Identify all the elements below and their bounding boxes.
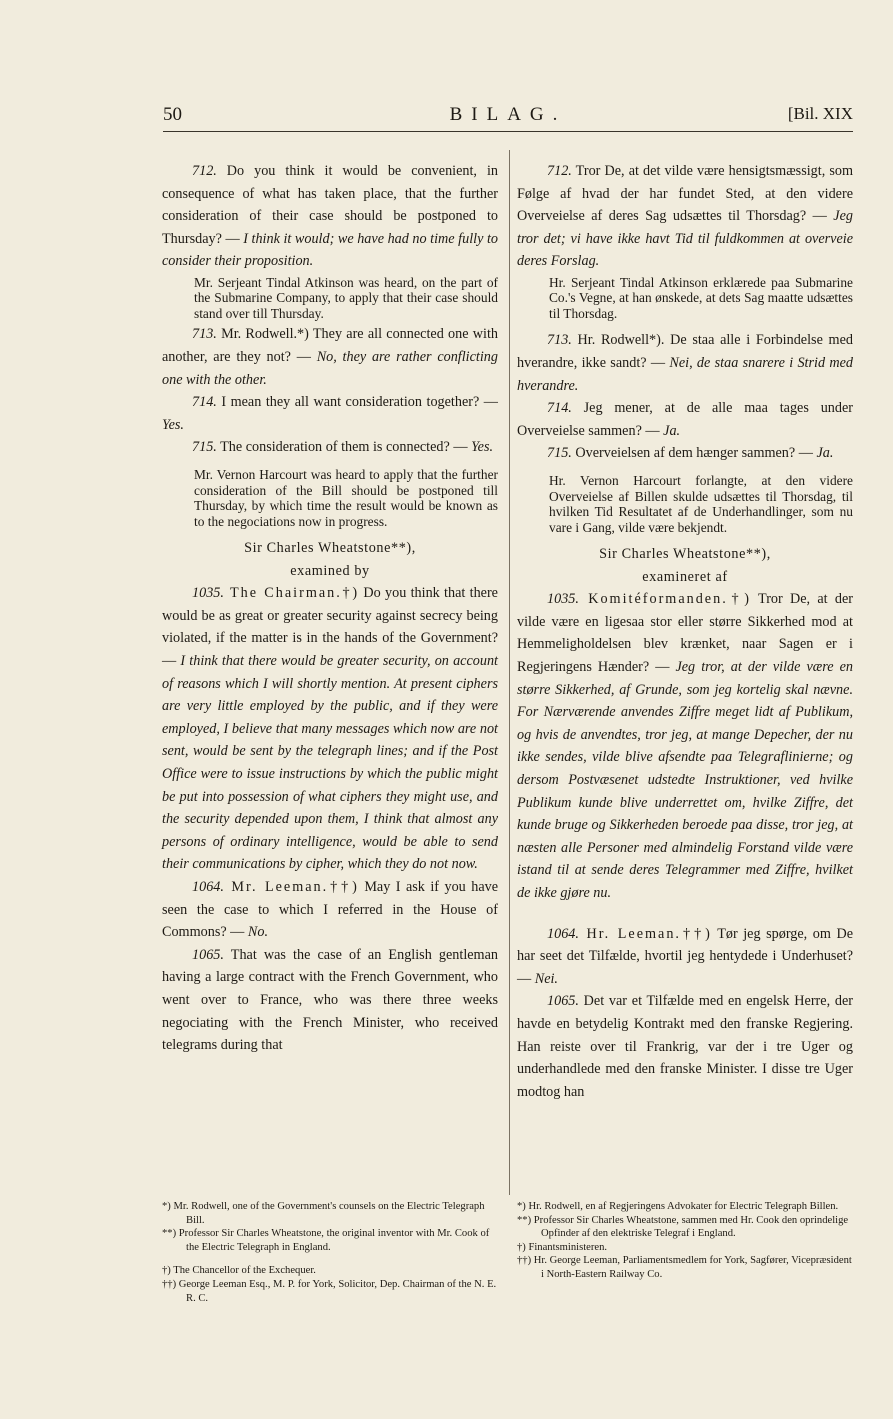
question-1065: 1065. Det var et Tilfælde med en engelsk Herre, der havde en betydelig Kontrakt med den franske Regjering. Han reiste over til Frankrig, var der i tre Uger og underhandlede med den franske Minister. I disse tre Uger modtog han bbox=[517, 993, 853, 1100]
footnote-3: †) The Chancellor of the Exchequer. bbox=[162, 1265, 316, 1277]
footnote-4: ††) George Leeman Esq., M. P. for York, Solicitor, Dep. Chairman of the N. E. R. C. bbox=[162, 1278, 497, 1304]
witness-heading: Sir Charles Wheatstone**), bbox=[244, 540, 416, 557]
witness-heading: Sir Charles Wheatstone**), bbox=[599, 546, 771, 563]
english-column bbox=[162, 160, 498, 1057]
question-1035: 1035. Komitéformanden.†) Tror De, at der vilde være en ligesaa stor eller større Sikkerhed mod at Hemmeligholdelsen blev krænket, naar Sagen er i Regjeringens Hænder? — Jeg tror, at der vilde være en større Sikkerhed, af Grunde, som jeg kortelig skal nævne. For Nærværende anvendes Ziffre meget lidt af Publikum, og hvis de anvendtes, tror jeg, at mange Depecher, der nu ikke sendes, vilde blive afsendte paa Telegraflinierne; og dersom Postvæsenet udstedte Instruktioner, ved hvilke Publikum kunde blive underrettet om, hvilke Ziffre, det kunde bruge og Sikkerheden beroede paa disse, tror jeg, at næsten alle Personer med almindelig Forstand vilde være istand til at sende deres Telegrammer med Ziffre, hvilket de ikke gjøre nu. bbox=[517, 591, 853, 901]
footnote-2: **) Professor Sir Charles Wheatstone, sammen med Hr. Cook den oprindelige Opfinder af den elektriske Telegraf i England. bbox=[517, 1214, 849, 1240]
page-header bbox=[163, 104, 853, 130]
norwegian-footnotes bbox=[517, 1200, 853, 1282]
harcourt-block: Mr. Vernon Harcourt was heard to apply that the further consideration of the Bill should be postponed till Thursday, by which time the result would be known as to the negociations now in progress. bbox=[194, 467, 498, 529]
column-divider bbox=[509, 150, 510, 1195]
footnote-1: *) Mr. Rodwell, one of the Government's counsels on the Electric Telegraph Bill. bbox=[162, 1201, 485, 1226]
question-712: 712. Tror De, at det vilde være hensigtsmæssigt, som Følge af hvad der har fundet Sted, at den videre Overveielse af deres Sag udsættes til Thorsdag? — Jeg tror det; vi have ikke havt Tid til fuldkommen at overveie deres Forslag. bbox=[517, 163, 853, 270]
examined-by: examined by bbox=[290, 562, 370, 579]
page-number: 50 bbox=[163, 104, 182, 125]
question-1064: 1064. Hr. Leeman.††) Tør jeg spørge, om De har seet det Tilfælde, hvortil jeg hentydede i Underhuset? — Nei. bbox=[517, 925, 853, 987]
question-715: 715. The consideration of them is connected? — Yes. bbox=[192, 439, 494, 456]
header-rule bbox=[163, 131, 853, 132]
examined-by: examineret af bbox=[642, 568, 728, 585]
english-footnotes bbox=[162, 1200, 498, 1305]
footnote-2: **) Professor Sir Charles Wheatstone, the original inventor with Mr. Cook of the Electric Telegraph in England. bbox=[162, 1228, 490, 1253]
running-title: BILAG. bbox=[449, 104, 567, 125]
norwegian-column bbox=[517, 160, 853, 1103]
footnote-1: *) Hr. Rodwell, en af Regjeringens Advokater for Electric Telegraph Billen. bbox=[517, 1201, 839, 1212]
question-713: 713. Hr. Rodwell*). De staa alle i Forbindelse med hverandre, ikke sandt? — Nei, de staa snarere i Strid med hverandre. bbox=[517, 332, 853, 394]
question-714: 714. Jeg mener, at de alle maa tages under Overveielse sammen? — Ja. bbox=[517, 400, 853, 439]
section-label: [Bil. XIX bbox=[787, 104, 853, 123]
harcourt-block: Hr. Vernon Harcourt forlangte, at den videre Overveielse af Billen skulde udsættes til Thorsdag, til hvilken Tid Resultatet af de Underhandlinger, som nu vare i Gang, vilde være bekjendt. bbox=[549, 473, 853, 535]
footnote-4: ††) Hr. George Leeman, Parliamentsmedlem for York, Sagfører, Vicepræsident i North-Eastern Railway Co. bbox=[517, 1255, 852, 1280]
footnote-3: †) Finantsministeren. bbox=[517, 1241, 608, 1253]
atkinson-block: Mr. Serjeant Tindal Atkinson was heard, on the part of the Submarine Company, to apply that their case should stand over till Thursday. bbox=[194, 274, 498, 321]
question-713: 713. Mr. Rodwell.*) They are all connected one with another, are they not? — No, they are rather conflicting one with the other. bbox=[162, 326, 499, 388]
question-712: 712. Do you think it would be convenient, in consequence of what has taken place, that the further consideration of their case should be postponed to Thursday? — I think it would; we have had no time fully to consider their proposition. bbox=[162, 163, 498, 270]
question-715: 715. Overveielsen af dem hænger sammen? — Ja. bbox=[547, 445, 834, 462]
question-714: 714. I mean they all want consideration together? — Yes. bbox=[162, 394, 498, 433]
question-1035: 1035. The Chairman.†) Do you think that there would be as great or greater security against secrecy being violated, if the matter is in the hands of the Government? — I think that there would be greater security, on account of reasons which I will shortly mention. At present ciphers are very little employed by the public, and if they were employed, I believe that many messages which now are not sent, would be sent by the telegraph lines; and if the Post Office were to issue instructions by which the public might be put into possession of what ciphers they might use, and the security depended upon them, I think that almost any persons of ordinary intelligence, would be able to send their communications by cipher, which they do not now. bbox=[162, 585, 498, 873]
question-1064: 1064. Mr. Leeman.††) May I ask if you have seen the case to which I referred in the House of Commons? — No. bbox=[162, 878, 499, 941]
atkinson-block: Hr. Serjeant Tindal Atkinson erklærede paa Submarine Co.'s Vegne, at han ønskede, at dets Sag maatte udsættes til Thorsdag. bbox=[549, 274, 853, 321]
question-1065: 1065. That was the case of an English gentleman having a large contract with the French Government, who went over to France, who was there three weeks negociating with the French Minister, who received telegrams during that bbox=[162, 946, 498, 1054]
